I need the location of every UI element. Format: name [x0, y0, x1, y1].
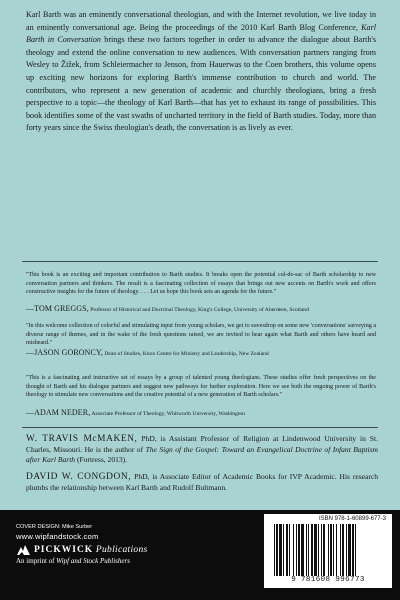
divider-top — [22, 261, 378, 262]
endorser-affiliation-3: Associate Professor of Theology, Whitworth University, Washington — [91, 411, 245, 417]
isbn-label: ISBN 978-1-60899-677-3 — [318, 516, 386, 522]
author-bio-1: W. TRAVIS McMAKEN, PhD, is Assistant Professor of Religion at Lindenwood University in St. Charles, Missouri. He is the author of The Sign of the Gospel: Toward an Evangelical Doctrine of Infant Baptism after Karl Barth (Fortress, 2013). — [26, 434, 378, 465]
endorsement-attribution-2 — [26, 348, 386, 359]
cover-design-credit: COVER DESIGN: Mike Surber — [16, 524, 93, 530]
endorser-name-1: —TOM GREGGS, — [26, 304, 89, 313]
endorser-affiliation-1: Professor of Historical and Doctrinal Theology, King's College, University of Aberdeen, Scotland — [90, 307, 309, 313]
endorsement-quote-2: "In this welcome collection of colorful and stimulating input from young scholars, we get to eavesdrop on some new 'conversations' surveying a diverse range of themes, and in the wake of the fresh questions raised, we are invited to hear again what Barth and others have heard and misheard." — [26, 323, 376, 347]
isbn-barcode — [264, 514, 392, 588]
author-name-2: DAVID W. CONGDON, — [26, 472, 132, 482]
book-description — [26, 9, 376, 135]
endorser-name-2: —JASON GORONCY, — [26, 348, 103, 357]
imprint-line: An imprint of Wipf and Stock Publishers — [16, 557, 130, 565]
endorsement-attribution-1 — [26, 304, 386, 315]
endorser-affiliation-2: Dean of Studies, Knox Centre for Ministry and Leadership, New Zealand — [104, 351, 269, 357]
publisher-logo — [16, 544, 148, 556]
description-part-2: brings these two factors together in order to advance the dialogue about Barth's theology and extend the online conversation to new audiences. With conversation partners ranging from Wesley to Žižek, from Schleiermacher to Jenson, from Hauerwas to the Coen brothers, this volume opens up exciting new horizons for exploring Barth's immense contribution to church and world. The contributors, who represent a new generation of academic and churchly theologians, bring a fresh perspective to a topic—the theology of Karl Barth—that has yet to exhaust its range of possibilities. This book identifies some of the vast swaths of uncharted territory in the field of Barth studies. Today, more than forty years since the Swiss theologian's death, the conversation is as lively as ever. — [26, 35, 376, 133]
barcode-bars-icon — [274, 524, 382, 576]
publisher-name: PICKWICK Publications — [34, 545, 148, 555]
author-1-book-title: The Sign of the Gospel: Toward an Evangelical Doctrine of Infant Baptism after Karl Barth — [26, 444, 378, 465]
author-bio-2: DAVID W. CONGDON, PhD, is Associate Editor of Academic Books for IVP Academic. His research plumbs the relationship between Karl Barth and Rudolf Bultmann. — [26, 472, 378, 492]
endorsement-quote-3: "This is a fascinating and instructive set of essays by a group of talented young theologians. These studies offer fresh perspectives on the thought of Barth and his dialogue partners and suggest new pathways for further exploration. Here we see both the ongoing power of Barth's theology to stimulate new conversations and the creative potential of a new generation of Barth scholars." — [26, 375, 376, 399]
divider-bottom — [22, 427, 378, 428]
endorsement-attribution-3 — [26, 408, 386, 419]
author-name-1: W. TRAVIS McMAKEN, — [26, 434, 138, 444]
publisher-website: www.wipfandstock.com — [16, 532, 99, 541]
description-part-1: Karl Barth was an eminently conversational theologian, and with the Internet revolution, we live today in an eminently conversational age. Being the proceedings of the 2010 Karl Barth Blog Conference, — [26, 10, 376, 32]
pickwick-logo-icon — [16, 544, 31, 556]
book-title: Karl Barth in Conversation — [26, 22, 376, 45]
barcode-digits: 9 781608 996773 — [291, 576, 365, 584]
endorsement-quote-1: "This book is an exciting and important contribution to Barth studies. It breaks open the potential cul-de-sac of Barth scholarship to new conversation partners and thinkers. The result is a fascinating collection of essays that brings out new accents on Barth's work and offers constructive insights for the future of theology. . . . Let us hope this book sets an agenda for the future." — [26, 272, 376, 296]
endorser-name-3: —ADAM NEDER, — [26, 408, 91, 417]
